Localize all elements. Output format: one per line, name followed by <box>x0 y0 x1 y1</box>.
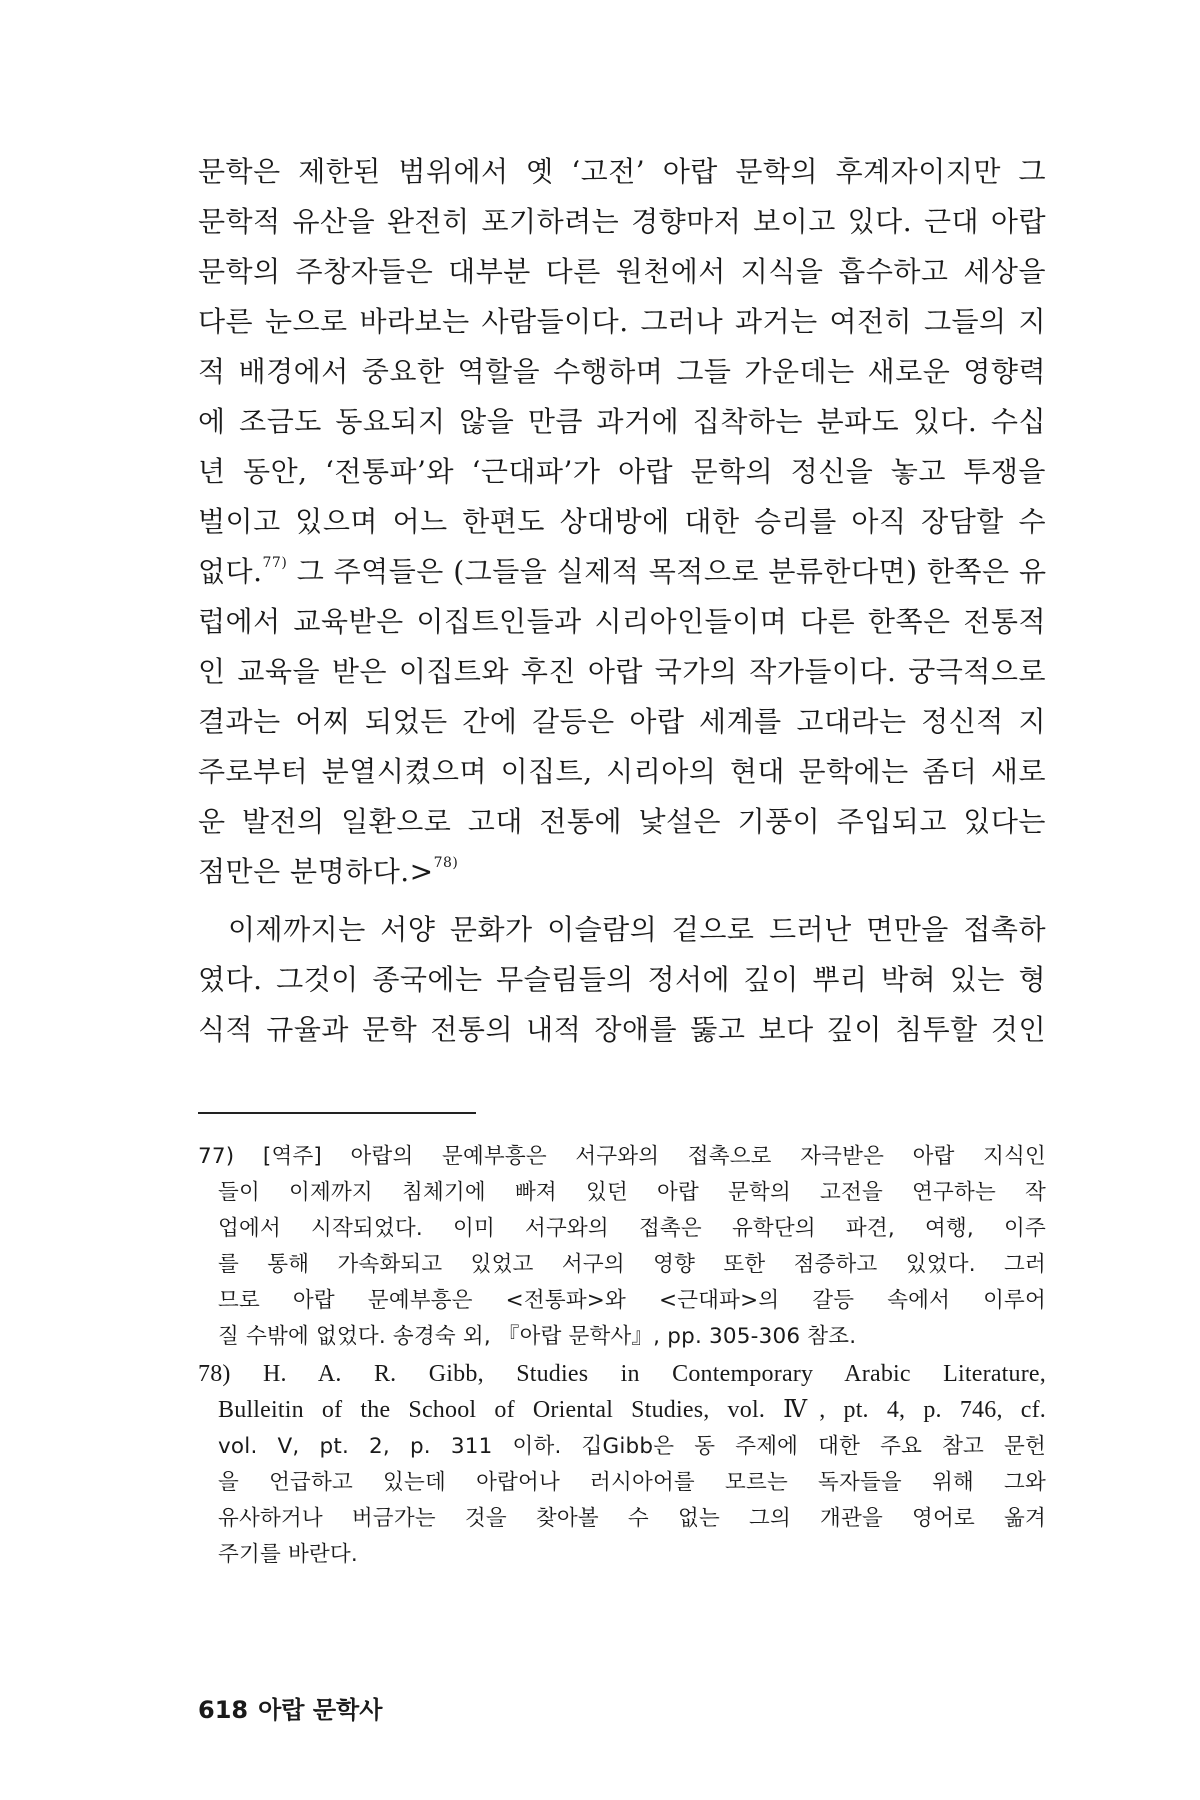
body-line: 인 교육을 받은 이집트와 후진 아랍 국가의 작가들이다. 궁극적으로 <box>198 655 1046 688</box>
body-line <box>198 848 1046 896</box>
footnote-78-line: 유사하거나 버금가는 것을 찾아볼 수 없는 그의 개관을 영어로 옮겨 <box>218 1506 1046 1531</box>
body-line: 에 조금도 동요되지 않을 만큼 과거에 집착하는 분파도 있다. 수십 <box>198 405 1046 438</box>
body-text: 점만은 분명하다.> <box>198 855 434 888</box>
body-line: 주로부터 분열시켰으며 이집트, 시리아의 현대 문학에는 좀더 새로 <box>198 755 1046 788</box>
footnote-77-line: 므로 아랍 문예부흥은 <전통파>와 <근대파>의 갈등 속에서 이루어 <box>218 1288 1046 1313</box>
footnote-77-line: 질 수밖에 없었다. 송경숙 외, 『아랍 문학사』, pp. 305-306 참조. <box>218 1324 857 1349</box>
body-line: 문학의 주창자들은 대부분 다른 원천에서 지식을 흡수하고 세상을 <box>198 255 1046 288</box>
footnote-77-line: 업에서 시작되었다. 이미 서구와의 접촉은 유학단의 파견, 여행, 이주 <box>218 1216 1046 1241</box>
footnote-78-line: Bulleitin of the School of Oriental Studies, vol. Ⅳ, pt. 4, p. 746, cf. <box>218 1397 1046 1423</box>
page-number: 618 <box>198 1696 249 1724</box>
body-line: 년 동안, ‘전통파’와 ‘근대파’가 아랍 문학의 정신을 놓고 투쟁을 <box>198 455 1046 488</box>
footnote-78-line: 을 언급하고 있는데 아랍어나 러시아어를 모르는 독자들을 위해 그와 <box>218 1470 1046 1495</box>
page-footer <box>198 1690 382 1730</box>
body-line <box>198 548 1046 596</box>
footnote-ref-77[interactable]: 77) <box>262 554 288 571</box>
body-line: 결과는 어찌 되었든 간에 갈등은 아랍 세계를 고대라는 정신적 지 <box>198 705 1046 738</box>
footnote-ref-78[interactable]: 78) <box>433 854 459 871</box>
running-title: 아랍 문학사 <box>258 1696 383 1724</box>
body-line: 문학적 유산을 완전히 포기하려는 경향마저 보이고 있다. 근대 아랍 <box>198 205 1046 238</box>
body-line: 벌이고 있으며 어느 한편도 상대방에 대한 승리를 아직 장담할 수 <box>198 505 1046 538</box>
body-line: 이제까지는 서양 문화가 이슬람의 겉으로 드러난 면만을 접촉하 <box>228 913 1046 946</box>
body-line: 식적 규율과 문학 전통의 내적 장애를 뚫고 보다 깊이 침투할 것인 <box>198 1013 1046 1046</box>
footnote-77-line: 를 통해 가속화되고 있었고 서구의 영향 또한 점증하고 있었다. 그러 <box>218 1252 1046 1277</box>
footnote-separator <box>198 1112 476 1114</box>
body-line: 적 배경에서 중요한 역할을 수행하며 그들 가운데는 새로운 영향력 <box>198 355 1046 388</box>
footnote-78-line: vol. V, pt. 2, p. 311 이하. 깁Gibb은 동 주제에 대한 주요 참고 문헌 <box>218 1434 1046 1459</box>
footnote-78-line: 주기를 바란다. <box>218 1542 358 1567</box>
footnote-77-line: 77) [역주] 아랍의 문예부흥은 서구와의 접촉으로 자극받은 아랍 지식인 <box>198 1144 1046 1169</box>
body-text: 그 주역들은 (그들을 실제적 목적으로 분류한다면) 한쪽은 유 <box>296 555 1047 588</box>
footnote-77-line: 들이 이제까지 침체기에 빠져 있던 아랍 문학의 고전을 연구하는 작 <box>218 1180 1046 1205</box>
body-line: 였다. 그것이 종국에는 무슬림들의 정서에 깊이 뿌리 박혀 있는 형 <box>198 963 1046 996</box>
body-line: 운 발전의 일환으로 고대 전통에 낯설은 기풍이 주입되고 있다는 <box>198 805 1046 838</box>
body-line: 다른 눈으로 바라보는 사람들이다. 그러나 과거는 여전히 그들의 지 <box>198 305 1046 338</box>
footnote-78-line: 78) H. A. R. Gibb, Studies in Contemporary Arabic Literature, <box>198 1361 1046 1387</box>
body-line: 문학은 제한된 범위에서 옛 ‘고전’ 아랍 문학의 후계자이지만 그 <box>198 155 1046 188</box>
body-text: 없다. <box>198 555 263 588</box>
body-line: 럽에서 교육받은 이집트인들과 시리아인들이며 다른 한쪽은 전통적 <box>198 605 1046 638</box>
